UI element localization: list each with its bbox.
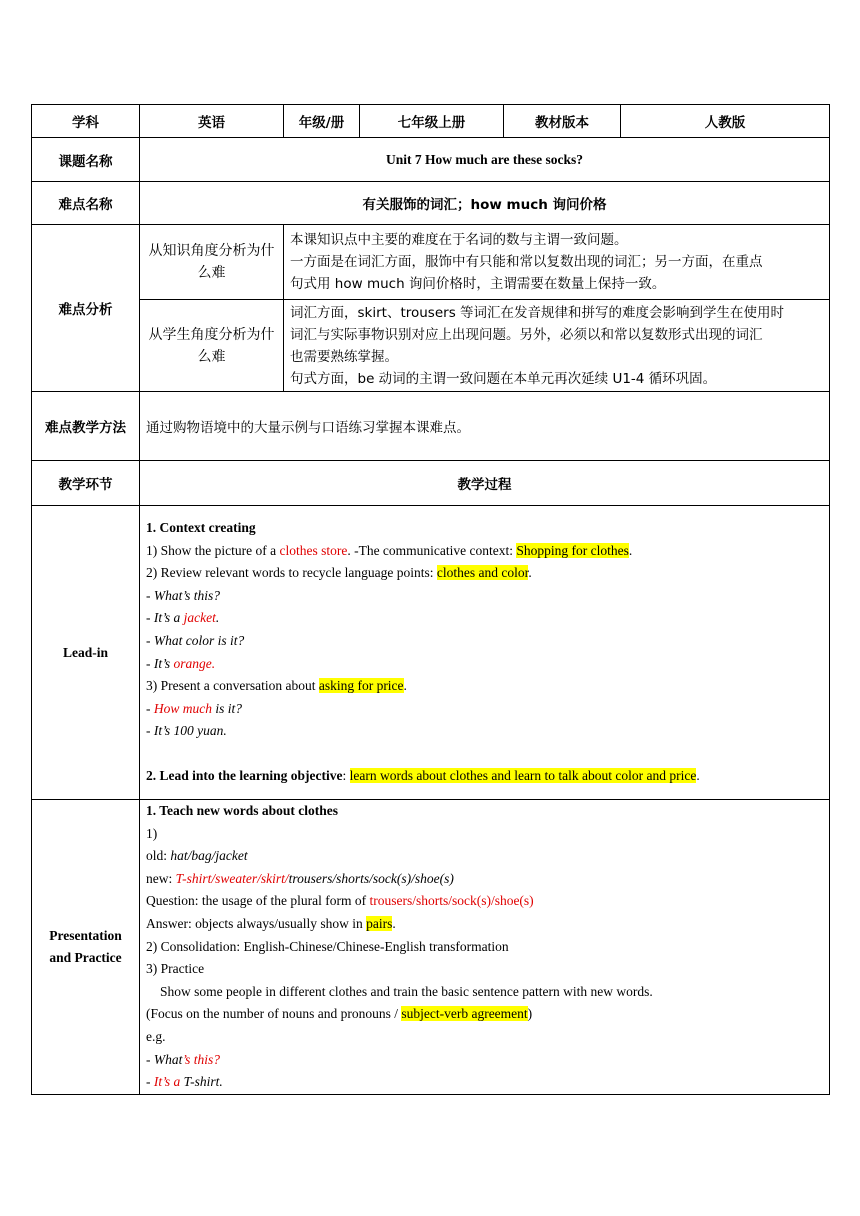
practice-step: 3) Practice	[146, 961, 205, 977]
student-line: 词汇与实际事物识别对应上出现问题。另外，必须以和常以复数形式出现的词汇	[290, 326, 763, 343]
grade-value: 七年级上册	[360, 105, 504, 138]
knowledge-label: 从知识角度分析为什么难	[140, 225, 284, 300]
leadin-label: Lead-in	[32, 506, 140, 800]
leadin-step-2: 2) Review relevant words to recycle language points: clothes and color.	[146, 565, 532, 581]
dialog-line: - It’s orange.	[146, 655, 216, 671]
analysis-row-student	[32, 300, 830, 392]
knowledge-line: 本课知识点中主要的难度在于名词的数与主谓一致问题。	[290, 232, 628, 248]
lesson-plan-table	[31, 104, 830, 1095]
student-line: 词汇方面，skirt、trousers 等词汇在发音规律和拼写的难度会影响到学生在使用时	[290, 304, 785, 321]
topic-value: Unit 7 How much are these socks?	[140, 138, 830, 182]
student-line: 也需要熟练掌握。	[290, 348, 398, 365]
subject-value: 英语	[140, 105, 284, 138]
dialog-line: - What color is it?	[146, 632, 245, 648]
old-words: old: hat/bag/jacket	[146, 848, 248, 864]
dialog-line: - How much is it?	[146, 700, 243, 716]
leadin-content	[140, 506, 830, 800]
dialog-line: - What’s this?	[146, 1051, 221, 1067]
step-number: 1)	[146, 825, 158, 841]
presentation-row	[32, 800, 830, 1095]
presentation-label: Presentation and Practice	[32, 800, 140, 1095]
presentation-section-title: 1. Teach new words about clothes	[146, 803, 339, 818]
spacer	[146, 743, 823, 766]
method-row	[32, 392, 830, 461]
focus-note: (Focus on the number of nouns and pronouns / subject-verb agreement)	[146, 1006, 533, 1022]
process-detail-header: 教学过程	[140, 461, 830, 506]
process-header-row	[32, 461, 830, 506]
knowledge-line: 句式用 how much 询问价格时，主谓需要在数量上保持一致。	[290, 276, 666, 292]
presentation-content	[140, 800, 830, 1095]
leadin-step-3: 3) Present a conversation about asking for price.	[146, 678, 407, 694]
dialog-line: - It’s a jacket.	[146, 610, 220, 626]
plural-question: Question: the usage of the plural form of trousers/shorts/sock(s)/shoe(s)	[146, 893, 534, 909]
dialog-line: - It’s 100 yuan.	[146, 723, 227, 739]
leadin-objective: 2. Lead into the learning objective: learn words about clothes and learn to talk about color and price.	[146, 768, 700, 784]
topic-label: 课题名称	[32, 138, 140, 182]
process-stage-header: 教学环节	[32, 461, 140, 506]
header-row	[32, 105, 830, 138]
edition-label: 教材版本	[504, 105, 621, 138]
knowledge-text	[284, 225, 830, 300]
difficulty-row	[32, 182, 830, 225]
method-value: 通过购物语境中的大量示例与口语练习掌握本课难点。	[140, 392, 830, 461]
knowledge-line: 一方面是在词汇方面，服饰中有只能和常以复数出现的词汇；另一方面，在重点	[290, 254, 763, 270]
example-label: e.g.	[146, 1028, 166, 1044]
student-line: 句式方面，be 动词的主谓一致问题在本单元再次延续 U1-4 循环巩固。	[290, 370, 717, 387]
subject-label: 学科	[32, 105, 140, 138]
consolidation-step: 2) Consolidation: English-Chinese/Chinese-English transformation	[146, 938, 509, 954]
dialog-line: - It’s a T-shirt.	[146, 1074, 223, 1090]
difficulty-label: 难点名称	[32, 182, 140, 225]
edition-value: 人教版	[621, 105, 830, 138]
difficulty-value: 有关服饰的词汇；how much 询问价格	[140, 182, 830, 225]
plural-answer: Answer: objects always/usually show in pairs.	[146, 915, 396, 931]
student-text	[284, 300, 830, 392]
leadin-section-title: 1. Context creating	[146, 519, 256, 535]
leadin-step-1: 1) Show the picture of a clothes store. -The communicative context: Shopping for clothes.	[146, 542, 633, 558]
leadin-row	[32, 506, 830, 800]
student-label: 从学生角度分析为什么难	[140, 300, 284, 392]
dialog-line: - What’s this?	[146, 587, 221, 603]
practice-description: Show some people in different clothes and train the basic sentence pattern with new words.	[160, 983, 653, 999]
method-label: 难点教学方法	[32, 392, 140, 461]
grade-label: 年级/册	[284, 105, 360, 138]
new-words: new: T-shirt/sweater/skirt/trousers/shorts/sock(s)/shoe(s)	[146, 870, 454, 886]
analysis-label: 难点分析	[32, 225, 140, 392]
analysis-row-knowledge	[32, 225, 830, 300]
topic-row	[32, 138, 830, 182]
